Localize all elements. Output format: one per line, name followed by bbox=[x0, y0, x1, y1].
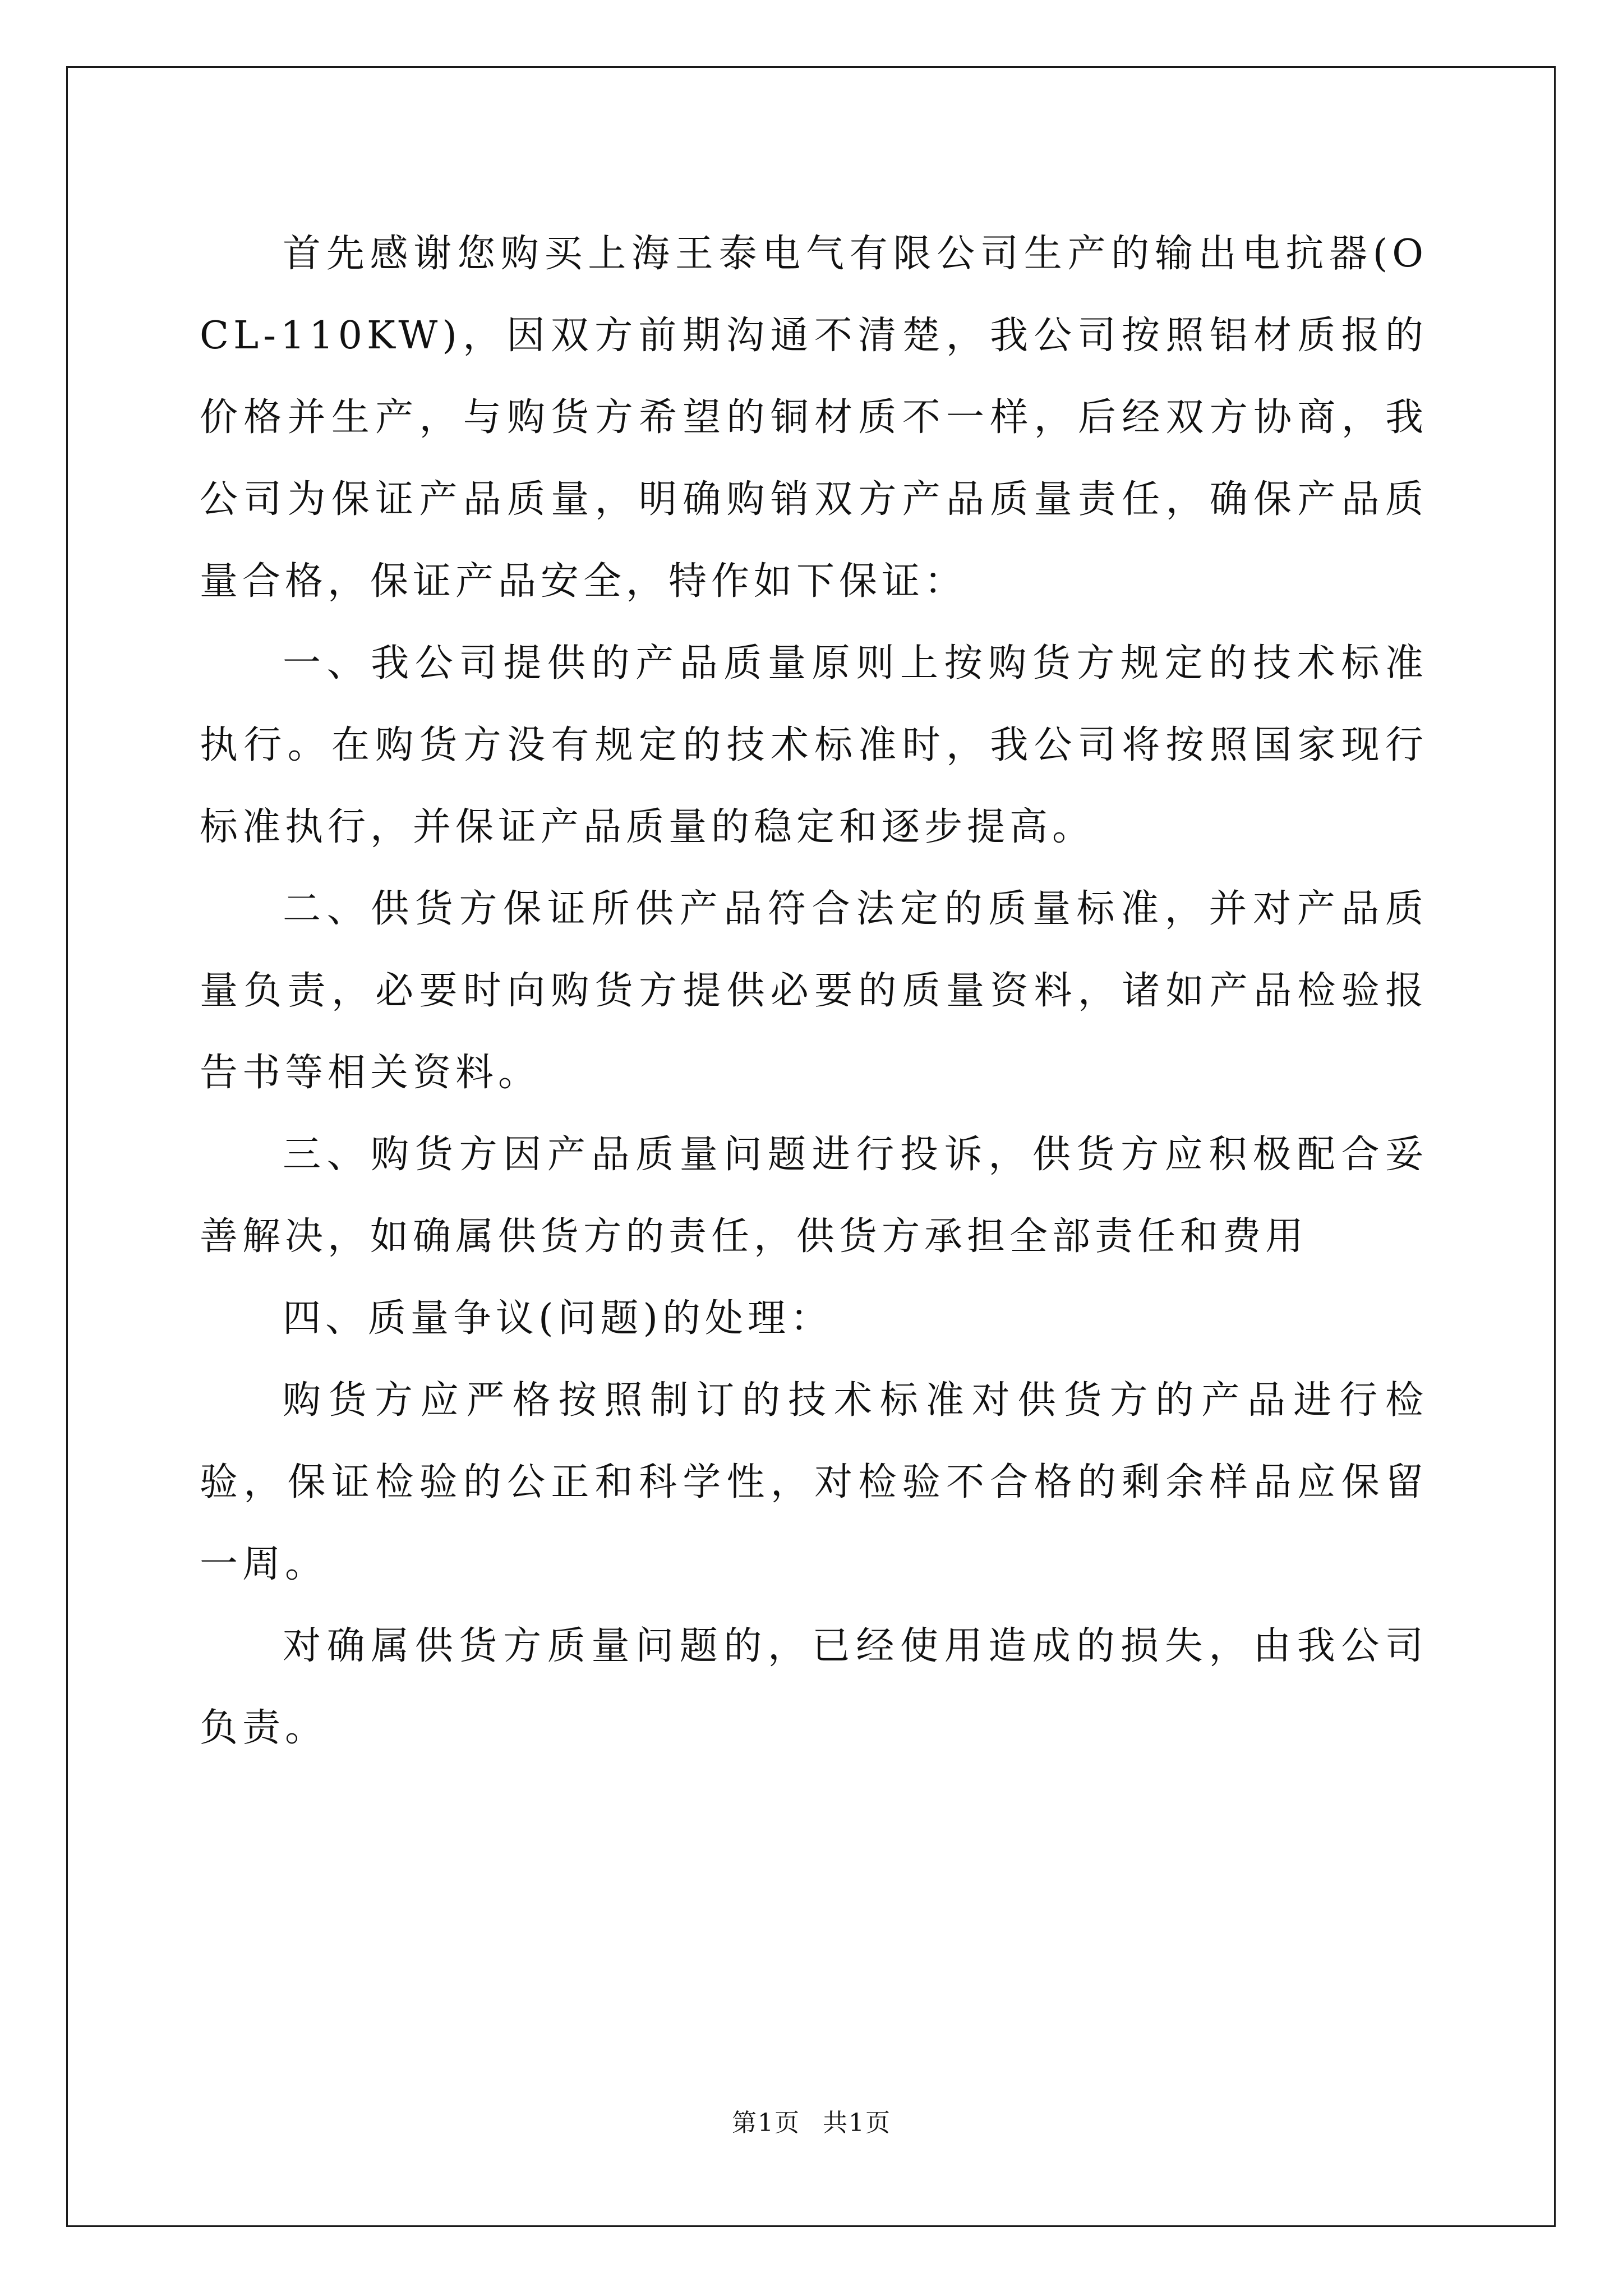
paragraph-clause-3: 三、购货方因产品质量问题进行投诉，供货方应积极配合妥善解决，如确属供货方的责任，供货方承担全部责任和费用 bbox=[200, 1133, 1428, 1259]
paragraph-intro: 首先感谢您购买上海王泰电气有限公司生产的输出电抗器(OCL-110KW)，因双方前期沟通不清楚，我公司按照铝材质报的价格并生产，与购货方希望的铜材质不一样，后经双方协商，我公司为保证产品质量，明确购销双方产品质量责任，确保产品质量合格，保证产品安全，特作如下保证： bbox=[200, 232, 1428, 604]
document-body bbox=[200, 213, 1428, 1769]
page-number-current: 第1页 bbox=[732, 2109, 800, 2137]
page-footer bbox=[0, 2102, 1623, 2138]
paragraph-clause-1: 一、我公司提供的产品质量原则上按购货方规定的技术标准执行。在购货方没有规定的技术标准时，我公司将按照国家现行标准执行，并保证产品质量的稳定和逐步提高。 bbox=[200, 641, 1428, 849]
paragraph-clause-2: 二、供货方保证所供产品符合法定的质量标准，并对产品质量负责，必要时向购货方提供必要的质量资料，诸如产品检验报告书等相关资料。 bbox=[200, 887, 1428, 1095]
paragraph-clause-4-heading: 四、质量争议(问题)的处理： bbox=[283, 1296, 833, 1341]
paragraph-clause-4-inspection: 购货方应严格按照制订的技术标准对供货方的产品进行检验，保证检验的公正和科学性，对检验不合格的剩余样品应保留一周。 bbox=[200, 1378, 1428, 1586]
paragraph-clause-4-liability: 对确属供货方质量问题的，已经使用造成的损失，由我公司负责。 bbox=[200, 1624, 1428, 1750]
page-number-total: 共1页 bbox=[823, 2109, 891, 2137]
